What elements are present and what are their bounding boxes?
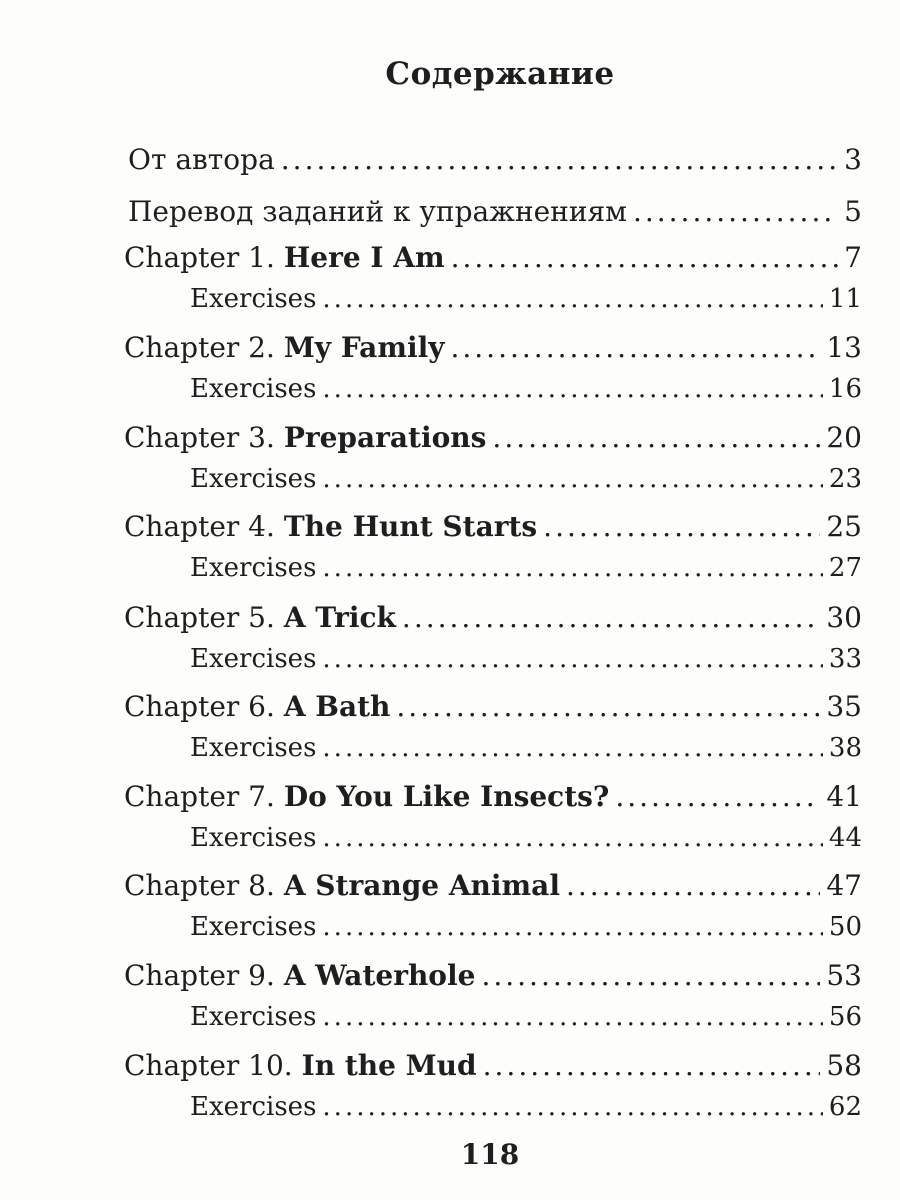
toc-page-number: 50 [828,912,862,942]
toc-chapter-title: Do You Like Insects? [283,780,610,813]
dot-leader [483,1046,821,1086]
toc-entry-prefix: Перевод заданий к упражнениям [128,195,627,228]
toc-exercises-entry [190,818,862,858]
toc-entry-prefix: Chapter 4. [124,510,275,543]
toc-entry [124,956,862,996]
toc-exercises-entry [190,279,862,319]
toc-entry-label [190,459,316,499]
dot-leader [281,140,838,180]
toc-entry [124,507,862,547]
toc-entry-label [124,598,396,638]
toc-entry-prefix: Chapter 7. [124,780,275,813]
toc-chapter-title: A Waterhole [283,959,476,992]
dot-leader [633,192,838,232]
toc-exercises-entry [190,459,862,499]
toc-chapter-title: Here I Am [283,241,445,274]
toc-chapter-title: The Hunt Starts [283,510,538,543]
page-number: 118 [460,1138,520,1171]
toc-entry-prefix: Exercises [190,464,317,494]
toc-page-number: 35 [826,690,862,723]
toc-page-number: 20 [826,421,862,454]
dot-leader [396,687,820,727]
toc-entry [124,777,862,817]
toc-entry-prefix: Chapter 9. [124,959,275,992]
toc-page-number: 44 [828,823,862,853]
dot-leader [566,866,820,906]
toc-page-number: 62 [828,1092,862,1122]
toc-page-number: 13 [826,331,862,364]
dot-leader [322,997,822,1037]
dot-leader [322,548,822,588]
dot-leader [322,1087,822,1127]
toc-entry-prefix: Exercises [190,733,317,763]
toc-page-number: 16 [828,374,862,404]
dot-leader [492,418,820,458]
toc-chapter-title: A Trick [283,601,396,634]
toc-entry-prefix: Chapter 2. [124,331,275,364]
toc-page-number: 23 [828,464,862,494]
toc-entry-prefix: Chapter 3. [124,421,275,454]
toc-entry [124,866,862,906]
toc-chapter-title: A Strange Animal [283,869,560,902]
toc-entry [128,140,862,180]
toc-chapter-title: A Bath [283,690,391,723]
toc-entry-label [190,728,316,768]
toc-entry-label [124,687,390,727]
toc-entry-prefix: Exercises [190,553,317,583]
toc-exercises-entry [190,639,862,679]
dot-leader [322,639,822,679]
toc-entry [124,418,862,458]
dot-leader [322,907,822,947]
toc-page-number: 25 [826,510,862,543]
toc-entry [124,687,862,727]
toc-entry-label [124,777,609,817]
toc-entry-prefix: Chapter 10. [124,1049,293,1082]
toc-entry-prefix: Chapter 6. [124,690,275,723]
toc-entry-label [190,997,316,1037]
toc-page-number: 58 [826,1049,862,1082]
toc-entry-label [124,418,486,458]
toc-exercises-entry [190,997,862,1037]
toc-entry-label [124,866,560,906]
toc-page-number: 33 [828,644,862,674]
toc-entry-label [190,818,316,858]
toc-entry-label [124,328,444,368]
toc-entry-label [190,639,316,679]
toc-page-number: 53 [826,959,862,992]
toc-exercises-entry [190,1087,862,1127]
dot-leader [450,328,820,368]
toc-entry-label [124,956,475,996]
page-title: Содержание [385,56,615,92]
toc-entry-label [190,369,316,409]
toc-page-number: 27 [828,553,862,583]
dot-leader [322,728,822,768]
toc-entry-label [190,279,316,319]
toc-page-number: 11 [828,284,862,314]
dot-leader [322,279,822,319]
toc-page-number: 5 [844,195,862,228]
toc-entry-prefix: Exercises [190,912,317,942]
toc-entry-prefix: Exercises [190,823,317,853]
toc-page-number: 47 [826,869,862,902]
toc-entry [124,1046,862,1086]
toc-entry-prefix: Exercises [190,284,317,314]
toc-entry-prefix: Exercises [190,1092,317,1122]
dot-leader [543,507,820,547]
toc-page-number: 41 [826,780,862,813]
toc-exercises-entry [190,548,862,588]
dot-leader [615,777,820,817]
toc-chapter-title: My Family [283,331,445,364]
dot-leader [402,598,820,638]
toc-exercises-entry [190,728,862,768]
dot-leader [451,238,839,278]
toc-entry-label [190,907,316,947]
toc-entry-label [128,140,275,180]
dot-leader [322,818,822,858]
toc-entry-prefix: Chapter 1. [124,241,275,274]
dot-leader [322,369,822,409]
toc-entry-label [124,507,537,547]
dot-leader [481,956,820,996]
toc-entry-prefix: Chapter 8. [124,869,275,902]
toc-entry-prefix: Exercises [190,644,317,674]
toc-exercises-entry [190,907,862,947]
toc-entry-label [124,1046,477,1086]
toc-entry-label [124,238,445,278]
toc-entry-label [190,1087,316,1127]
toc-entry [128,192,862,232]
toc-entry [124,238,862,278]
toc-entry-prefix: Exercises [190,1002,317,1032]
toc-page-number: 30 [826,601,862,634]
toc-page-number: 3 [844,143,862,176]
toc-exercises-entry [190,369,862,409]
toc-page-number: 56 [828,1002,862,1032]
dot-leader [322,459,822,499]
toc-entry-prefix: От автора [128,143,275,176]
toc-entry-label [190,548,316,588]
toc-entry-prefix: Exercises [190,374,317,404]
toc-chapter-title: In the Mud [301,1049,477,1082]
toc-entry [124,328,862,368]
toc-entry-prefix: Chapter 5. [124,601,275,634]
toc-chapter-title: Preparations [283,421,487,454]
toc-entry [124,598,862,638]
toc-entry-label [128,192,627,232]
toc-page-number: 7 [844,241,862,274]
toc-page-number: 38 [828,733,862,763]
